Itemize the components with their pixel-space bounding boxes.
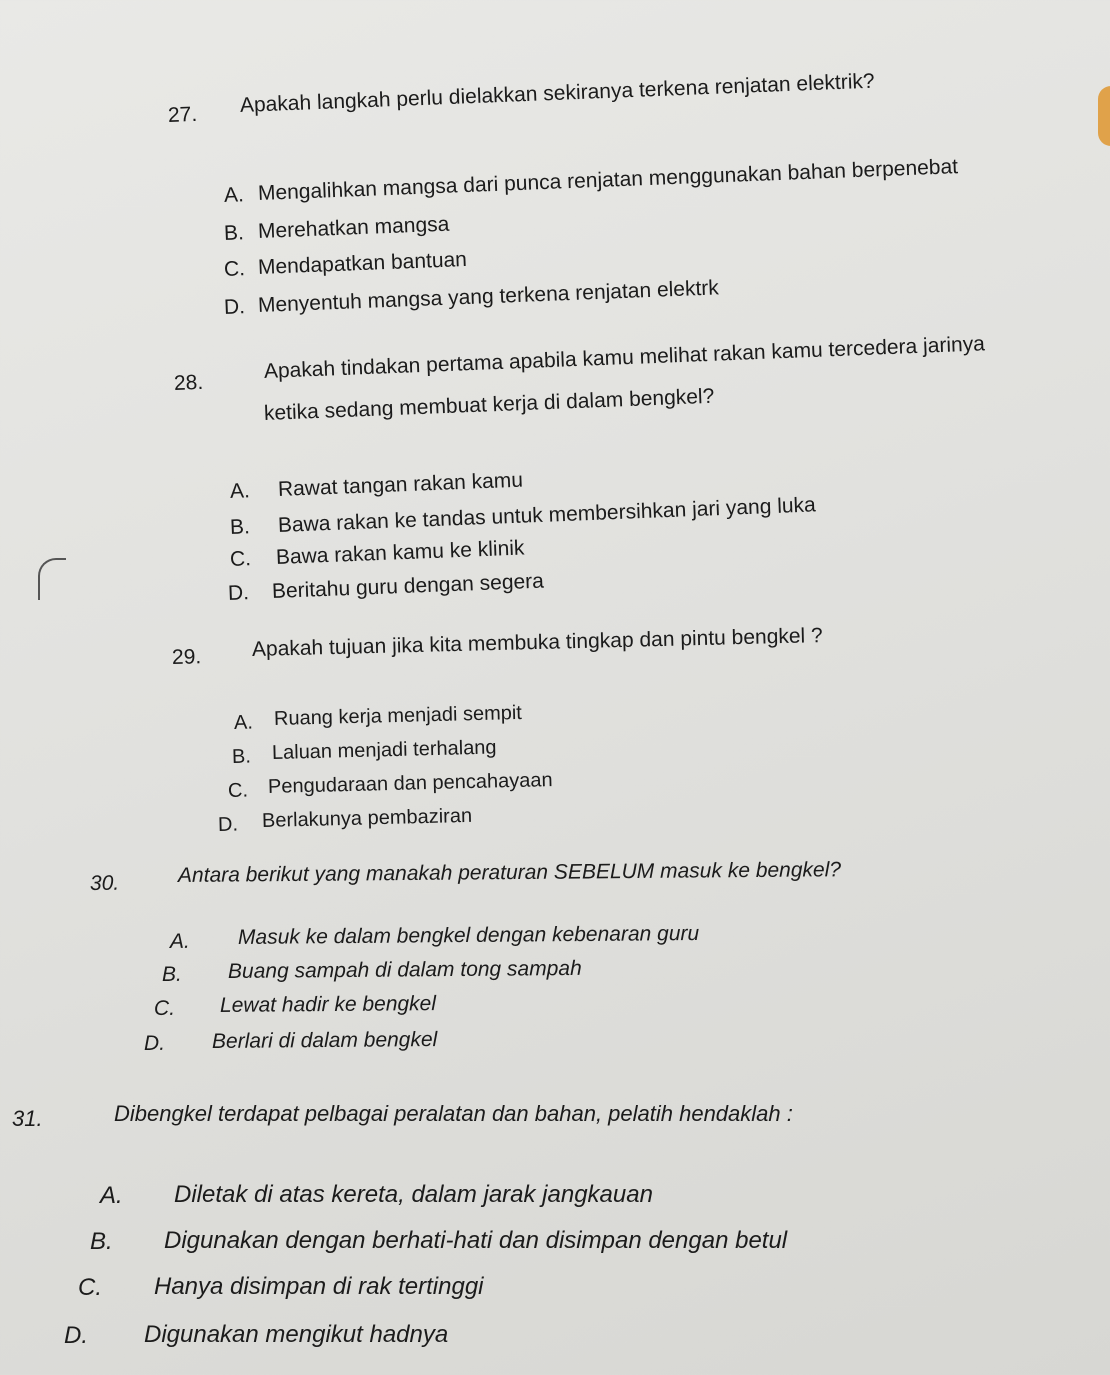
option-letter-d: D.	[223, 295, 246, 319]
option-text-a: Masuk ke dalam bengkel dengan kebenaran guru	[237, 921, 700, 949]
option-letter-b: B.	[231, 745, 252, 768]
option-letter-a: A.	[223, 183, 245, 207]
option-letter-b: B.	[223, 221, 245, 245]
option-text-b: Merehatkan mangsa	[257, 212, 450, 243]
pen-mark	[38, 558, 66, 600]
question-number: 29.	[171, 645, 202, 669]
option-text-b: Bawa rakan ke tandas untuk membersihkan jari yang luka	[277, 493, 817, 537]
option-letter-d: D.	[227, 581, 250, 605]
option-letter-a: A.	[229, 479, 251, 503]
question-number: 31.	[12, 1106, 43, 1131]
option-letter-b: B.	[90, 1228, 113, 1255]
page-edge-object	[1098, 86, 1110, 146]
option-text-d: Berlari di dalam bengkel	[211, 1028, 438, 1053]
option-text-c: Hanya disimpan di rak tertinggi	[154, 1273, 484, 1300]
option-text-d: Digunakan mengikut hadnya	[144, 1321, 449, 1348]
option-text-a: Ruang kerja menjadi sempit	[273, 701, 523, 730]
option-letter-b: B.	[229, 515, 251, 539]
question-stem: Antara berikut yang manakah peraturan SEBELUM masuk ke bengkel?	[177, 858, 842, 887]
option-letter-a: A.	[100, 1182, 123, 1209]
question-stem: Apakah tujuan jika kita membuka tingkap dan pintu bengkel ?	[251, 624, 823, 661]
question-number: 30.	[89, 871, 120, 895]
option-letter-c: C.	[78, 1274, 102, 1301]
option-letter-d: D.	[143, 1031, 166, 1055]
option-text-d: Menyentuh mangsa yang terkena renjatan elektrk	[257, 276, 720, 317]
option-text-b: Digunakan dengan berhati-hati dan disimpan dengan betul	[164, 1227, 788, 1254]
option-letter-b: B.	[161, 962, 182, 986]
option-text-d: Berlakunya pembaziran	[261, 804, 473, 832]
option-text-d: Beritahu guru dengan segera	[271, 569, 545, 603]
option-letter-c: C.	[153, 996, 176, 1020]
option-text-b: Laluan menjadi terhalang	[271, 736, 497, 764]
option-text-b: Buang sampah di dalam tong sampah	[227, 956, 582, 983]
question-stem: Dibengkel terdapat pelbagai peralatan dan bahan, pelatih hendaklah :	[114, 1101, 793, 1126]
option-text-c: Pengudaraan dan pencahayaan	[267, 769, 553, 798]
option-text-a: Diletak di atas kereta, dalam jarak jangkauan	[174, 1181, 653, 1208]
question-stem-line-2: ketika sedang membuat kerja di dalam bengkel?	[263, 384, 715, 425]
option-letter-c: C.	[227, 779, 249, 802]
option-letter-c: C.	[223, 257, 246, 281]
question-number: 27.	[167, 102, 198, 127]
option-text-a: Mengalihkan mangsa dari punca renjatan menggunakan bahan berpenebat	[257, 155, 959, 205]
question-stem: Apakah langkah perlu dielakkan sekiranya terkena renjatan elektrik?	[239, 69, 876, 117]
option-text-c: Mendapatkan bantuan	[257, 247, 468, 279]
option-letter-c: C.	[229, 547, 252, 571]
option-text-a: Rawat tangan rakan kamu	[277, 468, 524, 501]
option-letter-a: A.	[233, 711, 254, 734]
question-stem-line-1: Apakah tindakan pertama apabila kamu melihat rakan kamu tercedera jarinya	[263, 332, 986, 383]
option-letter-d: D.	[64, 1322, 88, 1349]
option-text-c: Lewat hadir ke bengkel	[219, 992, 437, 1017]
option-letter-a: A.	[169, 929, 190, 953]
option-letter-d: D.	[217, 813, 239, 836]
question-number: 28.	[173, 370, 204, 395]
option-text-c: Bawa rakan kamu ke klinik	[275, 536, 525, 569]
